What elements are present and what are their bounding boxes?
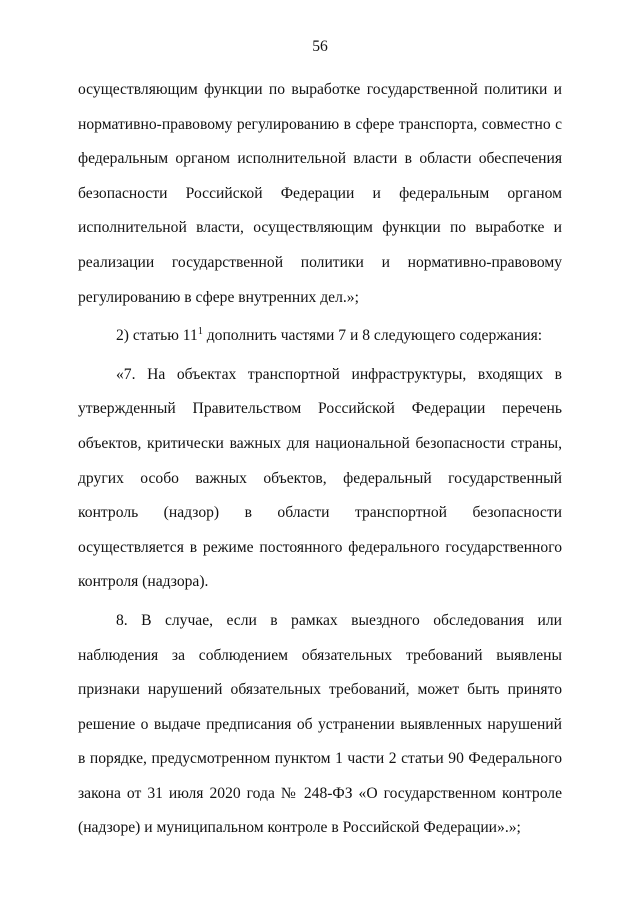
paragraph-part-8: 8. В случае, если в рамках выездного обследования или наблюдения за соблюдением обязательных требований выявлены признаки нарушений обязательных требований, может быть принято решение о выдаче предписания об устранении выявленных нарушений в порядке, предусмотренном пунктом 1 части 2 статьи 90 Федерального закона от 31 июля 2020 года № 248-ФЗ «О государственном контроле (надзоре) и муниципальном контроле в Российской Федерации».»; bbox=[78, 611, 562, 837]
paragraph-part-7: «7. На объектах транспортной инфраструктуры, входящих в утвержденный Правительством Российской Федерации перечень объектов, критически важных для национальной безопасности страны, других особо важных объектов, федеральный государственный контроль (надзор) в области транспортной безопасности осуществляется в режиме постоянного федерального государственного контроля (надзора). bbox=[78, 365, 562, 591]
paragraph-item-2-text-tail: дополнить частями 7 и 8 следующего содержания: bbox=[202, 327, 543, 345]
paragraph-item-2-text: 2) статью 11 bbox=[116, 327, 198, 345]
superscript-article-number: 1 bbox=[197, 326, 203, 338]
document-body bbox=[78, 73, 562, 846]
paragraph-continuation: осуществляющим функции по выработке государственной политики и нормативно-правовому регулированию в сфере транспорта, совместно с федеральным органом исполнительной власти в области обеспечения безопасности Российской Федерации и федеральным органом исполнительной власти, осуществляющим функции по выработке и реализации государственной политики и нормативно-правовому регулированию в сфере внутренних дел.»; bbox=[78, 81, 562, 306]
paragraph-item-2 bbox=[78, 319, 562, 354]
page-number: 56 bbox=[312, 38, 328, 55]
